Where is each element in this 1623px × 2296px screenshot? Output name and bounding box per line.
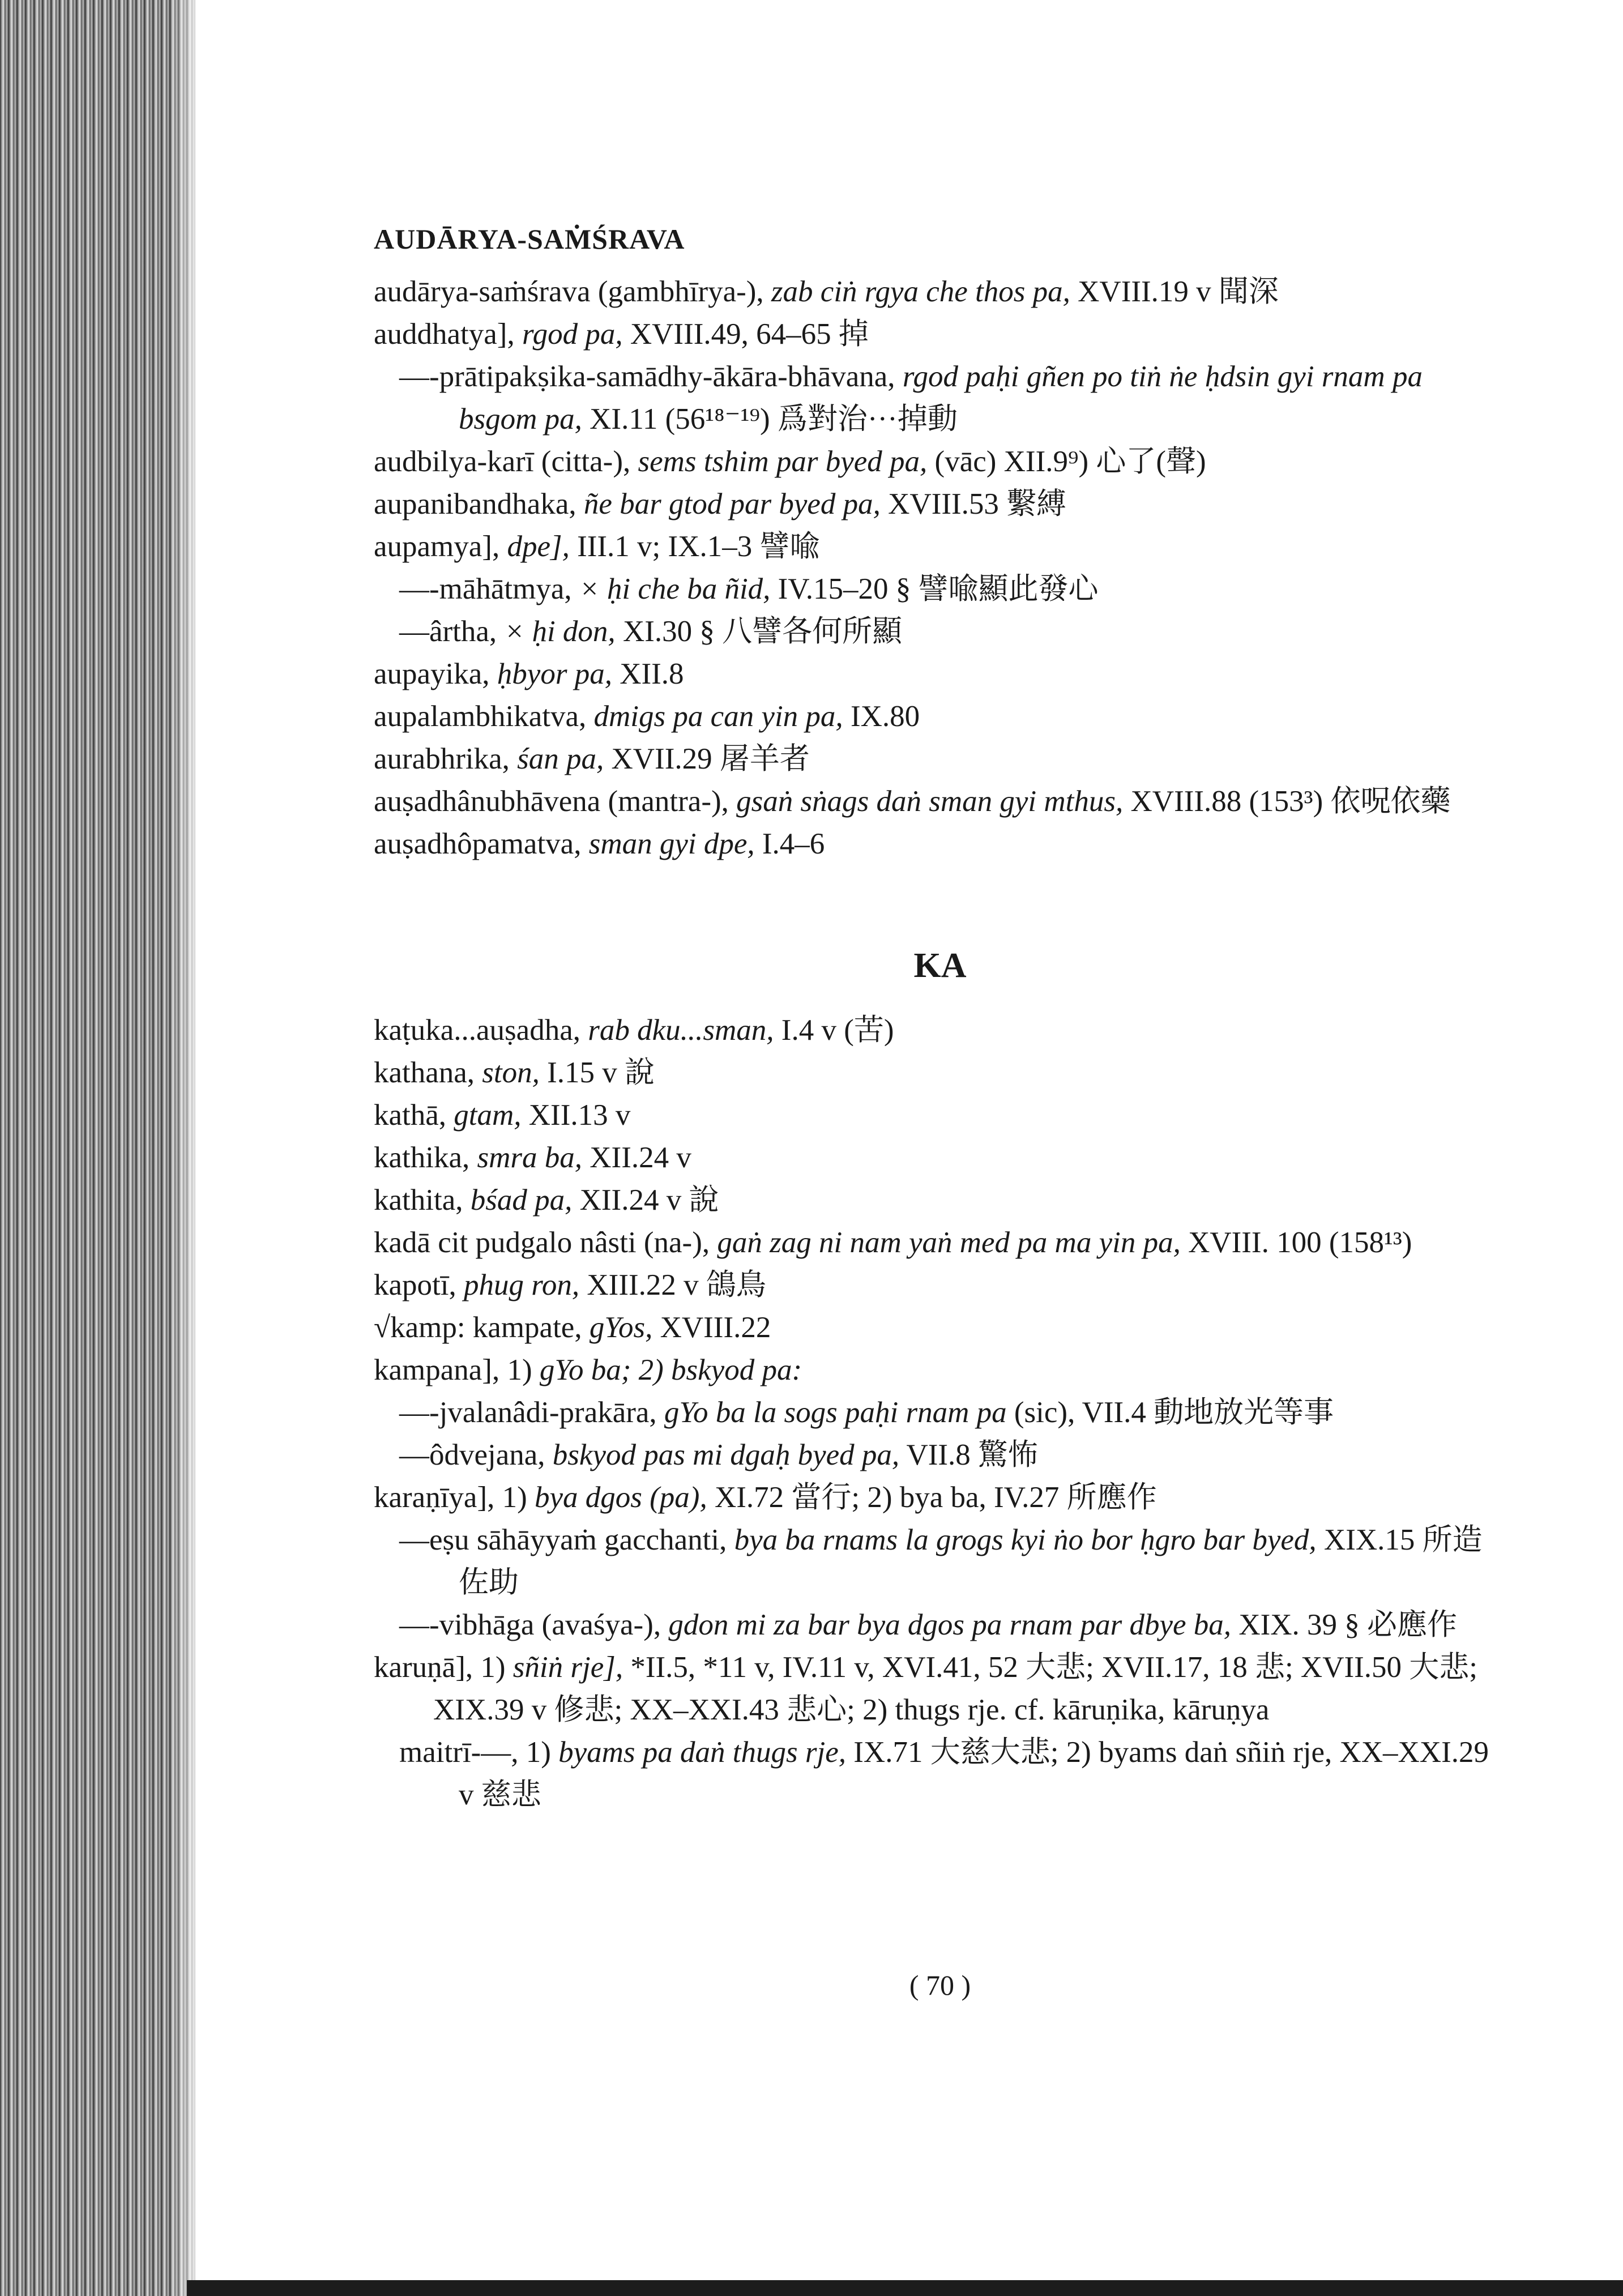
dictionary-entry	[374, 695, 1506, 738]
book-binding-edge	[0, 0, 195, 2296]
dictionary-entry	[374, 1009, 1506, 1052]
entry-reference: XVIII.19 v 聞深	[1078, 275, 1279, 308]
entry-tibetan: sñiṅ rje],	[512, 1651, 623, 1684]
entry-reference: I.15 v 說	[547, 1056, 655, 1089]
entry-reference: *II.5, *11 v, IV.11 v, XVI.41, 52 大悲; XVII.17, 18 悲; XVII.50 大悲; XIX.39 v 修悲; XX–XXI.43 悲心; 2) thugs rje. cf. kāruṇika, kāruṇya	[433, 1651, 1478, 1726]
dictionary-entry	[374, 1264, 1506, 1307]
dictionary-entry	[374, 1222, 1506, 1264]
entry-tibetan: × ḥi don,	[504, 615, 616, 648]
entry-reference: (vāc) XII.9⁹) 心了(聲)	[934, 445, 1206, 478]
dictionary-entry	[374, 1604, 1506, 1646]
entry-term: auddhatya],	[374, 318, 515, 351]
dictionary-entry	[374, 653, 1506, 695]
entry-term: kapotī,	[374, 1269, 456, 1301]
running-head: AUDĀRYA-SAṀŚRAVA	[374, 223, 685, 255]
entry-reference: XI.72 當行; 2) bya ba, IV.27 所應作	[714, 1481, 1157, 1514]
entry-term: aupalambhikatva,	[374, 700, 587, 733]
dictionary-entry	[374, 1307, 1506, 1349]
dictionary-entry	[374, 1349, 1506, 1392]
entry-reference: XI.11 (56¹⁸⁻¹⁹) 爲對治···掉動	[590, 403, 958, 436]
entry-reference: XVIII.53 繫縛	[888, 488, 1067, 520]
dictionary-entry	[374, 823, 1506, 865]
entry-tibetan: gYo ba; 2) bskyod pa:	[539, 1354, 802, 1386]
dictionary-entry	[374, 441, 1506, 483]
entry-term: karaṇīya], 1)	[374, 1481, 527, 1514]
entry-reference: I.4–6	[762, 827, 825, 860]
entry-reference: XII.24 v	[590, 1141, 691, 1174]
entry-reference: XIX. 39 § 必應作	[1238, 1608, 1458, 1641]
entry-reference: XVIII.88 (153³) 依呪依藥	[1130, 785, 1451, 818]
entry-tibetan: sman gyi dpe,	[588, 827, 755, 860]
entry-reference: IV.15–20 § 譬喩顯此發心	[778, 573, 1099, 605]
dictionary-entry	[374, 738, 1506, 780]
dictionary-entry	[374, 1052, 1506, 1094]
entry-term: kaṭuka...auṣadha,	[374, 1014, 580, 1047]
binding-shadow	[170, 0, 204, 2296]
section-title: KA	[913, 946, 967, 985]
entry-term: —-jvalanâdi-prakāra,	[399, 1396, 657, 1429]
entry-tibetan: gsaṅ sṅags daṅ sman gyi mthus,	[736, 785, 1124, 818]
entry-reference: IX.71 大慈大悲; 2) byams daṅ sñiṅ rje, XX–XXI.29 v 慈悲	[459, 1736, 1489, 1811]
entry-term: —ârtha,	[399, 615, 497, 648]
dictionary-entry	[374, 611, 1506, 653]
entry-term: —-prātipakṣika-samādhy-ākāra-bhāvana,	[399, 360, 895, 393]
entry-term: kathita,	[374, 1184, 463, 1217]
dictionary-entry	[374, 1476, 1506, 1519]
entry-tibetan: × ḥi che ba ñid,	[579, 573, 771, 605]
entry-term: aupayika,	[374, 658, 490, 690]
entry-tibetan: zab ciṅ rgya che thos pa,	[771, 275, 1070, 308]
entry-term: —eṣu sāhāyyaṁ gacchanti,	[399, 1523, 727, 1556]
entry-reference: XVIII.49, 64–65 掉	[630, 318, 869, 351]
dictionary-entry	[374, 1434, 1506, 1476]
dictionary-entry	[374, 1646, 1506, 1731]
entry-term: kadā cit pudgalo nâsti (na-),	[374, 1226, 710, 1259]
entry-term: kathika,	[374, 1141, 470, 1174]
dictionary-entry	[374, 1137, 1506, 1179]
entry-term: aupamya],	[374, 530, 500, 563]
entry-reference: XIII.22 v 鴿鳥	[587, 1269, 766, 1301]
entry-reference: XVIII. 100 (158¹³)	[1188, 1226, 1412, 1259]
entry-tibetan: gYos,	[589, 1311, 653, 1344]
entry-term: kathā,	[374, 1099, 447, 1132]
entry-tibetan: bskyod pas mi dgaḥ byed pa,	[552, 1439, 900, 1471]
entry-tibetan: bśad pa,	[470, 1184, 573, 1217]
entry-reference: XII.13 v	[528, 1099, 631, 1132]
entry-tibetan: ḥbyor pa,	[497, 658, 612, 690]
entry-reference: XII.24 v 說	[579, 1184, 719, 1217]
page-number: ( 70 )	[909, 1969, 971, 2001]
entry-reference: XVII.29 屠羊者	[611, 742, 810, 775]
dictionary-entry	[374, 1179, 1506, 1222]
entry-tibetan: gdon mi za bar bya dgos pa rnam par dbye ba,	[668, 1608, 1232, 1641]
entry-term: —-vibhāga (avaśya-),	[399, 1608, 661, 1641]
entry-tibetan: bya ba rnams la grogs kyi ṅo bor ḥgro bar byed,	[734, 1523, 1317, 1556]
entry-tibetan: dpe],	[507, 530, 570, 563]
entry-term: kathana,	[374, 1056, 475, 1089]
scan-bottom-edge	[187, 2280, 1623, 2296]
dictionary-entry	[374, 271, 1506, 313]
entry-term: maitrī-—, 1)	[399, 1736, 551, 1769]
entry-tibetan: rab dku...sman,	[588, 1014, 774, 1047]
dictionary-entry	[374, 1392, 1506, 1434]
entry-term: kampana], 1)	[374, 1354, 532, 1386]
entry-term: karuṇā], 1)	[374, 1651, 506, 1684]
entry-term: auṣadhôpamatva,	[374, 827, 582, 860]
entry-tibetan: ston,	[482, 1056, 540, 1089]
entry-term: auṣadhânubhāvena (mantra-),	[374, 785, 729, 818]
dictionary-entry	[374, 780, 1506, 823]
dictionary-entry	[374, 1519, 1506, 1604]
entry-tibetan: byams pa daṅ thugs rje,	[558, 1736, 847, 1769]
entry-tibetan: smra ba,	[477, 1141, 583, 1174]
entry-tibetan: sems tshim par byed pa,	[638, 445, 928, 478]
dictionary-entry	[374, 356, 1506, 441]
entry-term: —-māhātmya,	[399, 573, 572, 605]
entry-tibetan: rgod paḥi gñen po tiṅ ṅe ḥdsin gyi rnam pa bsgom pa,	[459, 360, 1423, 436]
entry-term: √kamp: kampate,	[374, 1311, 582, 1344]
entry-tibetan: rgod pa,	[522, 318, 623, 351]
dictionary-entry	[374, 1094, 1506, 1137]
dictionary-entry	[374, 568, 1506, 611]
entry-term: audārya-saṁśrava (gambhīrya-),	[374, 275, 764, 308]
entry-term: aupanibandhaka,	[374, 488, 576, 520]
entry-reference: XII.8	[620, 658, 684, 690]
section-1-entries	[374, 271, 1506, 865]
entry-tibetan: phug ron,	[463, 1269, 580, 1301]
entry-term: —ôdvejana,	[399, 1439, 545, 1471]
entry-tibetan: dmigs pa can yin pa,	[593, 700, 843, 733]
entry-reference: IX.80	[850, 700, 920, 733]
entry-reference: VII.8 驚怖	[906, 1439, 1039, 1471]
dictionary-entry	[374, 526, 1506, 568]
entry-term: audbilya-karī (citta-),	[374, 445, 631, 478]
entry-tibetan: gtam,	[454, 1099, 522, 1132]
entry-reference: I.4 v (苦)	[781, 1014, 894, 1047]
entry-tibetan: śan pa,	[517, 742, 604, 775]
entry-tibetan: bya dgos (pa),	[535, 1481, 707, 1514]
entry-reference: III.1 v; IX.1–3 譬喩	[577, 530, 820, 563]
entry-term: aurabhrika,	[374, 742, 510, 775]
entry-reference: XVIII.22	[660, 1311, 771, 1344]
entry-reference: (sic), VII.4 動地放光等事	[1014, 1396, 1334, 1429]
entry-tibetan: ñe bar gtod par byed pa,	[583, 488, 881, 520]
section-2-entries	[374, 1009, 1506, 1816]
entry-tibetan: gYo ba la sogs paḥi rnam pa	[664, 1396, 1007, 1429]
entry-reference: XI.30 § 八譬各何所顯	[622, 615, 903, 648]
dictionary-entry	[374, 483, 1506, 526]
dictionary-entry	[374, 1731, 1506, 1816]
entry-reference: XIX.15 所造佐助	[459, 1523, 1483, 1599]
dictionary-entry	[374, 313, 1506, 356]
entry-tibetan: gaṅ zag ni nam yaṅ med pa ma yin pa,	[717, 1226, 1181, 1259]
